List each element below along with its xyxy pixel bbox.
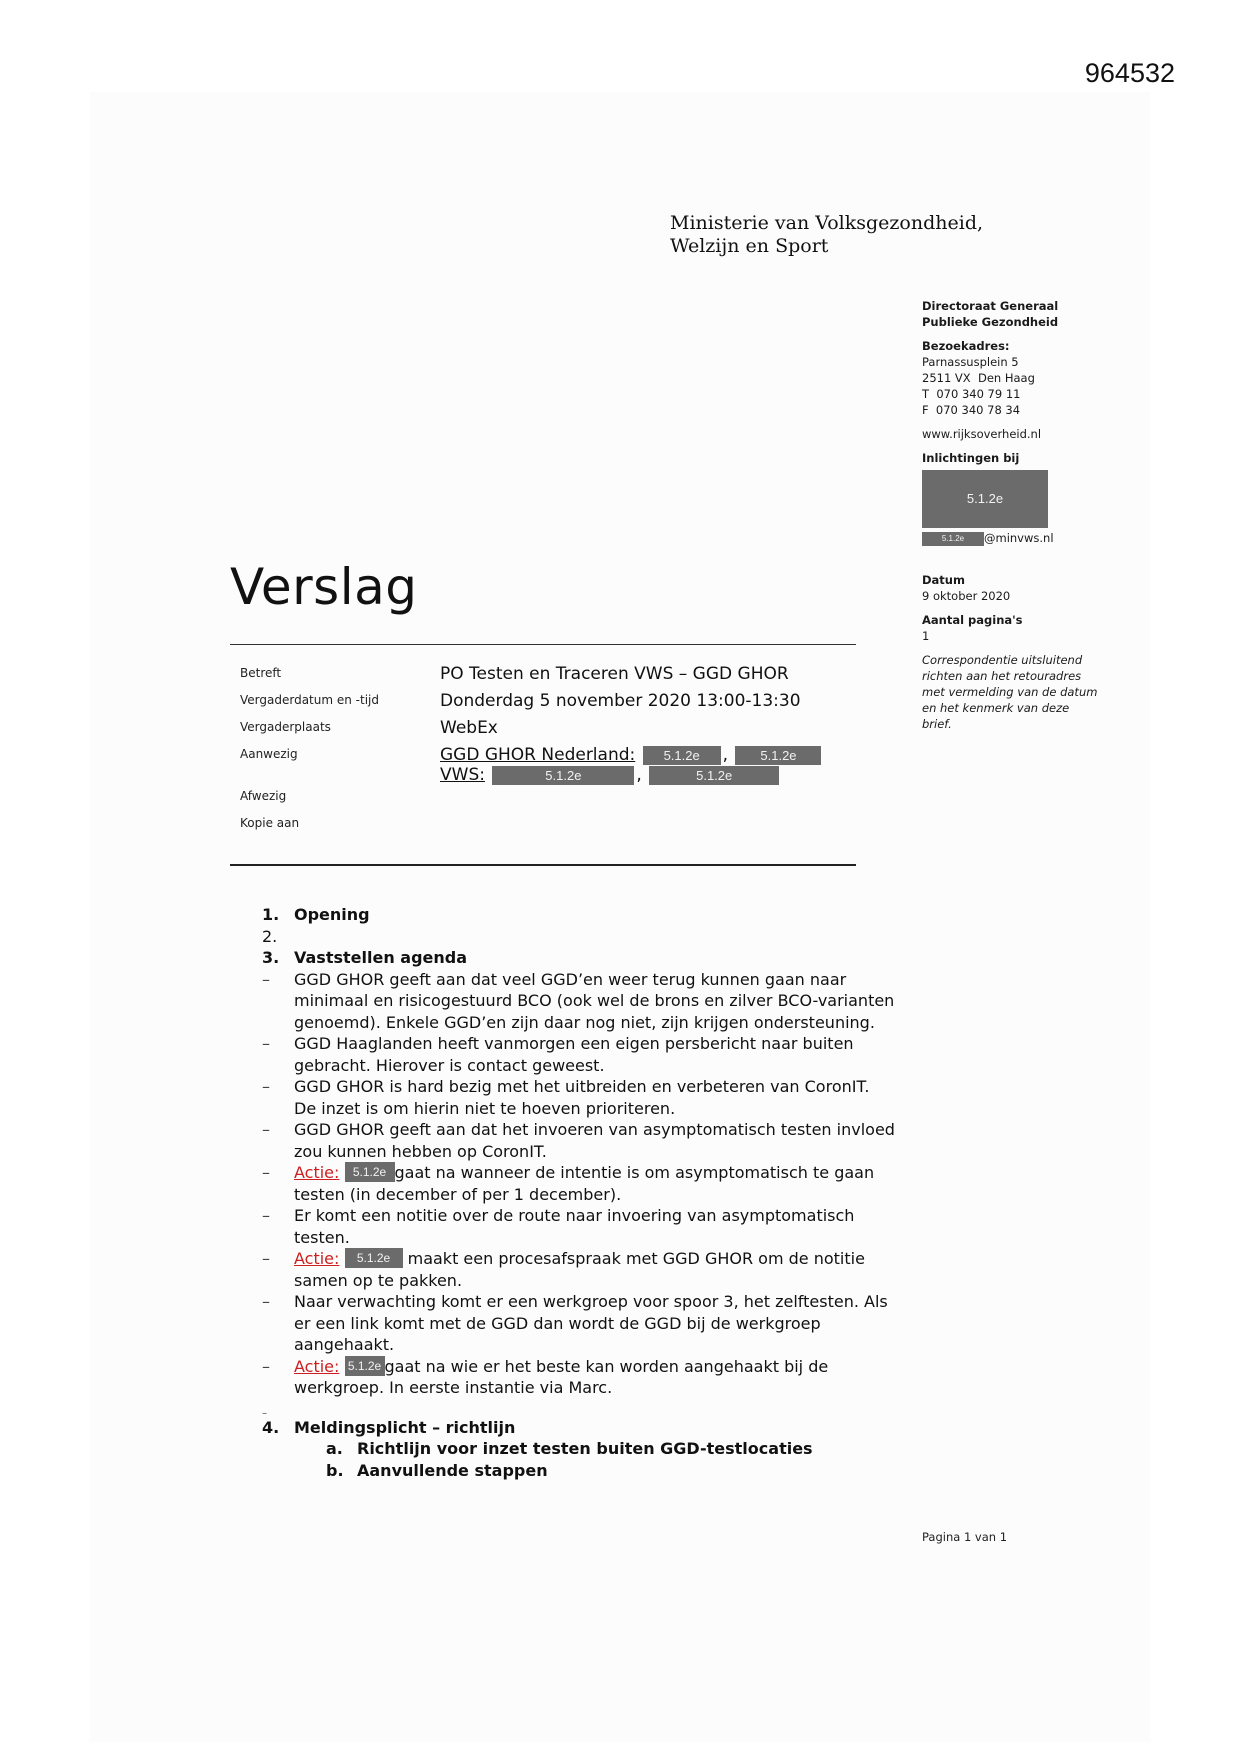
agenda-item-4: 4. Meldingsplicht – richtlijn <box>262 1417 516 1437</box>
redaction-block: 5.1.2e <box>492 766 634 785</box>
plaats-value: WebEx <box>440 718 498 738</box>
list-item: – GGD GHOR geeft aan dat veel GGD’en weer terug kunnen gaan naar minimaal en risicogestuurd BCO (ook wel de brons en zilver BCO-varianten genoemd). Enkele GGD’en zijn daar nog niet, zijn krijgen ondersteuning. <box>262 969 895 1032</box>
list-item: – Naar verwachting komt er een werkgroep voor spoor 3, het zelftesten. Als er een link komt met de GGD dan wordt de GGD bij de werkgroep aangehaakt. <box>262 1292 888 1354</box>
meta-row-kopie <box>240 814 860 841</box>
agenda-item-3: 3. Vaststellen agenda <box>262 948 468 967</box>
aanwezig-label: Aanwezig <box>240 747 298 761</box>
comma: , <box>722 745 729 765</box>
note-line-2: richten aan het retouradres <box>922 669 1082 683</box>
actie-label: Actie: <box>294 1163 340 1182</box>
list-item: – Er komt een notitie over de route naar invoering van asymptomatisch testen. <box>262 1206 855 1247</box>
agenda-subitem-a: a. Richtlijn voor inzet testen buiten GGD-testlocaties <box>326 1439 813 1458</box>
page-footer: Pagina 1 van 1 <box>922 1530 1008 1544</box>
list-item-actie: – Actie: 5.1.2e gaat na wie er het beste kan worden aangehaakt bij de werkgroep. In eerste instantie via Marc. <box>262 1356 829 1397</box>
redaction-block: 5.1.2e <box>643 746 721 765</box>
meta-row-betreft <box>240 664 860 691</box>
meta-row-afwezig <box>240 787 860 814</box>
info-redaction: 5.1.2e <box>922 470 1048 528</box>
actie-label: Actie: <box>294 1249 340 1268</box>
betreft-label: Betreft <box>240 666 282 680</box>
sidebar-org-2: Publieke Gezondheid <box>922 315 1059 329</box>
page-title: Verslag <box>230 558 418 616</box>
datum-label: Vergaderdatum en -tijd <box>240 693 379 707</box>
meta-row-datum <box>240 691 860 718</box>
email-redaction: 5.1.2e <box>922 532 984 546</box>
ministry-line-2: Welzijn en Sport <box>670 235 829 257</box>
redaction-block: 5.1.2e <box>345 1356 385 1376</box>
meeting-meta <box>240 664 860 841</box>
datum-value: Donderdag 5 november 2020 13:00-13:30 <box>440 691 801 711</box>
redaction-block: 5.1.2e <box>345 1248 403 1268</box>
email-suffix: @minvws.nl <box>984 531 1054 545</box>
address-line-2: 2511 VX Den Haag <box>922 371 1035 385</box>
sidebar-org-1: Directoraat Generaal <box>922 299 1059 313</box>
note-line-3: met vermelding van de datum <box>922 685 1098 699</box>
agenda-list <box>262 904 922 1481</box>
comma: , <box>636 765 642 785</box>
note-line-5: brief. <box>922 717 952 731</box>
list-item-actie: – Actie: 5.1.2e maakt een procesafspraak met GGD GHOR om de notitie samen op te pakken. <box>262 1249 865 1290</box>
meta-row-plaats <box>240 718 860 745</box>
redaction-block: 5.1.2e <box>735 746 821 765</box>
list-item-empty: – <box>262 1407 267 1419</box>
date-label: Datum <box>922 573 965 587</box>
address-line-1: Parnassusplein 5 <box>922 355 1019 369</box>
phone: T 070 340 79 11 <box>922 387 1021 401</box>
website-link[interactable]: www.rijksoverheid.nl <box>922 427 1042 441</box>
redaction-block: 5.1.2e <box>649 766 779 785</box>
info-label: Inlichtingen bij <box>922 451 1020 465</box>
ministry-logo-text <box>670 212 983 258</box>
actie-label: Actie: <box>294 1356 340 1376</box>
pages-label: Aantal pagina's <box>922 613 1023 627</box>
afwezig-label: Afwezig <box>240 789 287 803</box>
list-item-actie: – Actie: 5.1.2e gaat na wanneer de intentie is om asymptomatisch te gaan testen (in december of per 1 december). <box>262 1163 875 1204</box>
aanwezig-vws: VWS: <box>440 765 485 785</box>
list-item: – GGD GHOR is hard bezig met het uitbreiden en verbeteren van CoronIT. De inzet is om hierin niet te hoeven prioriteren. <box>262 1077 870 1118</box>
agenda-item-2: 2. <box>262 926 278 946</box>
sidebar <box>922 298 1132 732</box>
ministry-line-1: Ministerie van Volksgezondheid, <box>670 212 984 234</box>
betreft-value: PO Testen en Traceren VWS – GGD GHOR <box>440 664 789 684</box>
note-line-4: en het kenmerk van deze <box>922 701 1070 715</box>
list-item: – GGD Haaglanden heeft vanmorgen een eigen persbericht naar buiten gebracht. Hierover is contact geweest. <box>262 1034 854 1075</box>
redaction-block: 5.1.2e <box>345 1162 395 1182</box>
list-item: – GGD GHOR geeft aan dat het invoeren van asymptomatisch testen invloed zou kunnen hebben op CoronIT. <box>262 1120 895 1161</box>
header-rule-top <box>230 644 856 645</box>
pages-value: 1 <box>922 629 930 643</box>
agenda-item-1: 1. Opening <box>262 905 370 924</box>
document-number: 964532 <box>1084 58 1175 88</box>
plaats-label: Vergaderplaats <box>240 720 331 734</box>
note-line-1: Correspondentie uitsluitend <box>922 653 1083 667</box>
header-rule-bottom <box>230 864 856 866</box>
agenda-subitem-b: b. Aanvullende stappen <box>326 1460 548 1480</box>
aanwezig-ggd: GGD GHOR Nederland: <box>440 745 636 765</box>
kopie-label: Kopie aan <box>240 816 300 830</box>
date-value: 9 oktober 2020 <box>922 589 1011 603</box>
fax: F 070 340 78 34 <box>922 403 1021 417</box>
meta-row-aanwezig <box>240 745 860 787</box>
visit-address-label: Bezoekadres: <box>922 339 1010 353</box>
